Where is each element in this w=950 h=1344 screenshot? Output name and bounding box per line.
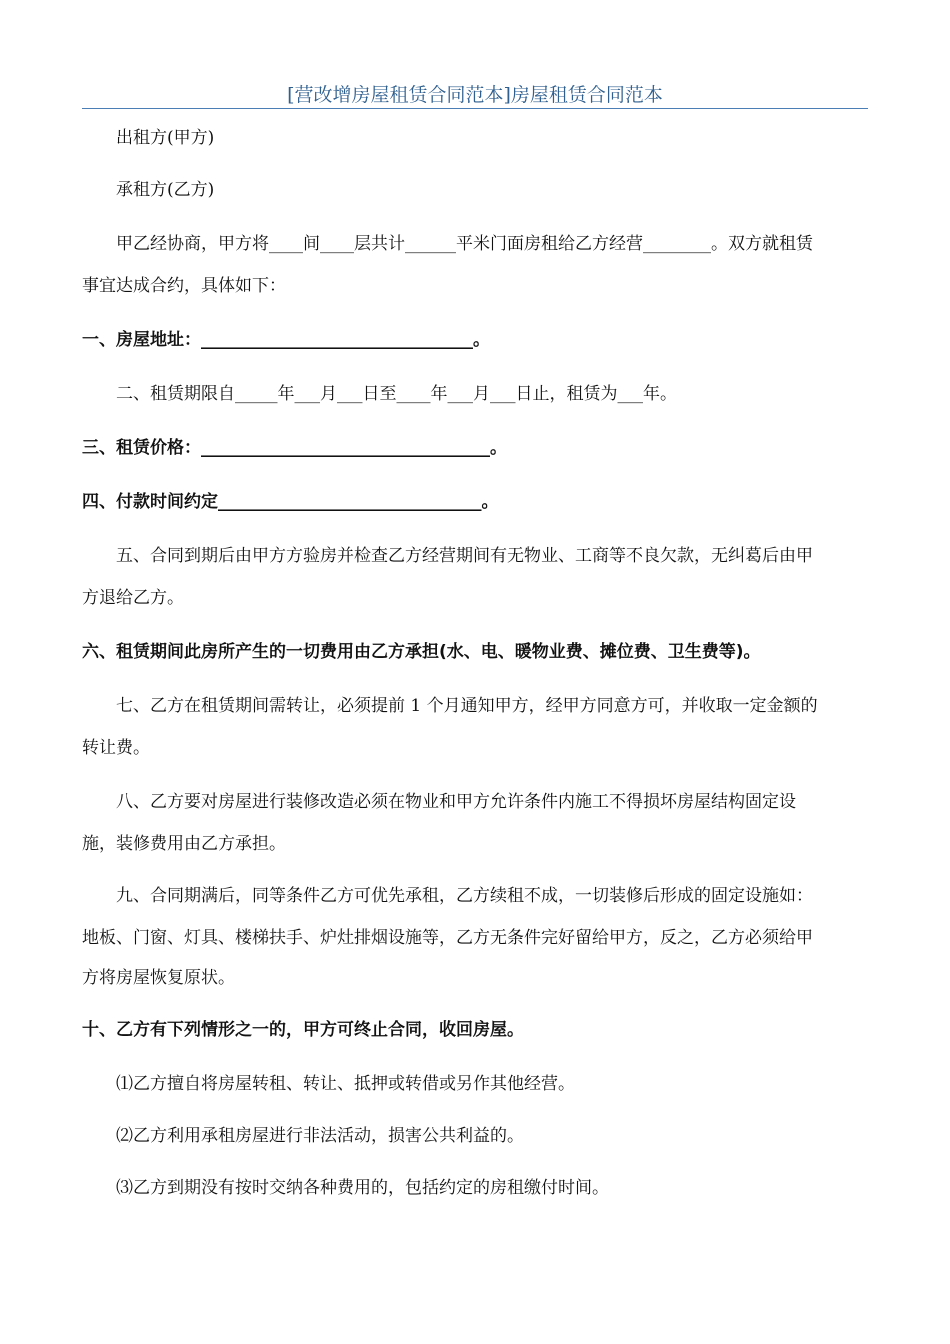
- page-header-title: [营改增房屋租赁合同范本]房屋租赁合同范本: [287, 84, 663, 106]
- clause-9-line-1: 九、合同期满后，同等条件乙方可优先承租，乙方续租不成，一切装修后形成的固定设施如：: [116, 886, 813, 906]
- clause-10-sub-3: ⑶乙方到期没有按时交纳各种费用的，包括约定的房租缴付时间。: [116, 1178, 609, 1198]
- clause-1: 一、房屋地址：________________________________。: [82, 330, 490, 350]
- clause-9-line-3: 方将房屋恢复原状。: [82, 968, 235, 988]
- clause-7-line-2: 转让费。: [82, 738, 150, 758]
- intro-line-1: 甲乙经协商，甲方将____间____层共计______平米门面房租给乙方经营________。双方就租赁: [116, 234, 813, 254]
- clause-5-line-2: 方退给乙方。: [82, 588, 184, 608]
- clause-2: 二、租赁期限自_____年___月___日至____年___月___日止，租赁为___年。: [116, 384, 677, 404]
- intro-line-2: 事宜达成合约，具体如下：: [82, 276, 286, 296]
- clause-7-line-1: 七、乙方在租赁期间需转让，必须提前 1 个月通知甲方，经甲方同意方可，并收取一定金额的: [116, 696, 818, 716]
- clause-8-line-2: 施，装修费用由乙方承担。: [82, 834, 286, 854]
- clause-3: 三、租赁价格：__________________________________。: [82, 438, 507, 458]
- clause-5-line-1: 五、合同到期后由甲方方验房并检查乙方经营期间有无物业、工商等不良欠款，无纠葛后由甲: [116, 546, 813, 566]
- header-divider: [82, 108, 868, 109]
- clause-6: 六、租赁期间此房所产生的一切费用由乙方承担(水、电、暖物业费、摊位费、卫生费等)。: [82, 642, 761, 662]
- clause-10-sub-1: ⑴乙方擅自将房屋转租、转让、抵押或转借或另作其他经营。: [116, 1074, 575, 1094]
- clause-8-line-1: 八、乙方要对房屋进行装修改造必须在物业和甲方允许条件内施工不得损坏房屋结构固定设: [116, 792, 796, 812]
- clause-9-line-2: 地板、门窗、灯具、楼梯扶手、炉灶排烟设施等，乙方无条件完好留给甲方，反之，乙方必须给甲: [82, 928, 813, 948]
- clause-4: 四、付款时间约定_______________________________。: [82, 492, 499, 512]
- lessor-line: 出租方(甲方): [116, 128, 215, 148]
- lessee-line: 承租方(乙方): [116, 180, 215, 200]
- clause-10-sub-2: ⑵乙方利用承租房屋进行非法活动，损害公共利益的。: [116, 1126, 524, 1146]
- clause-10: 十、乙方有下列情形之一的，甲方可终止合同，收回房屋。: [82, 1020, 524, 1040]
